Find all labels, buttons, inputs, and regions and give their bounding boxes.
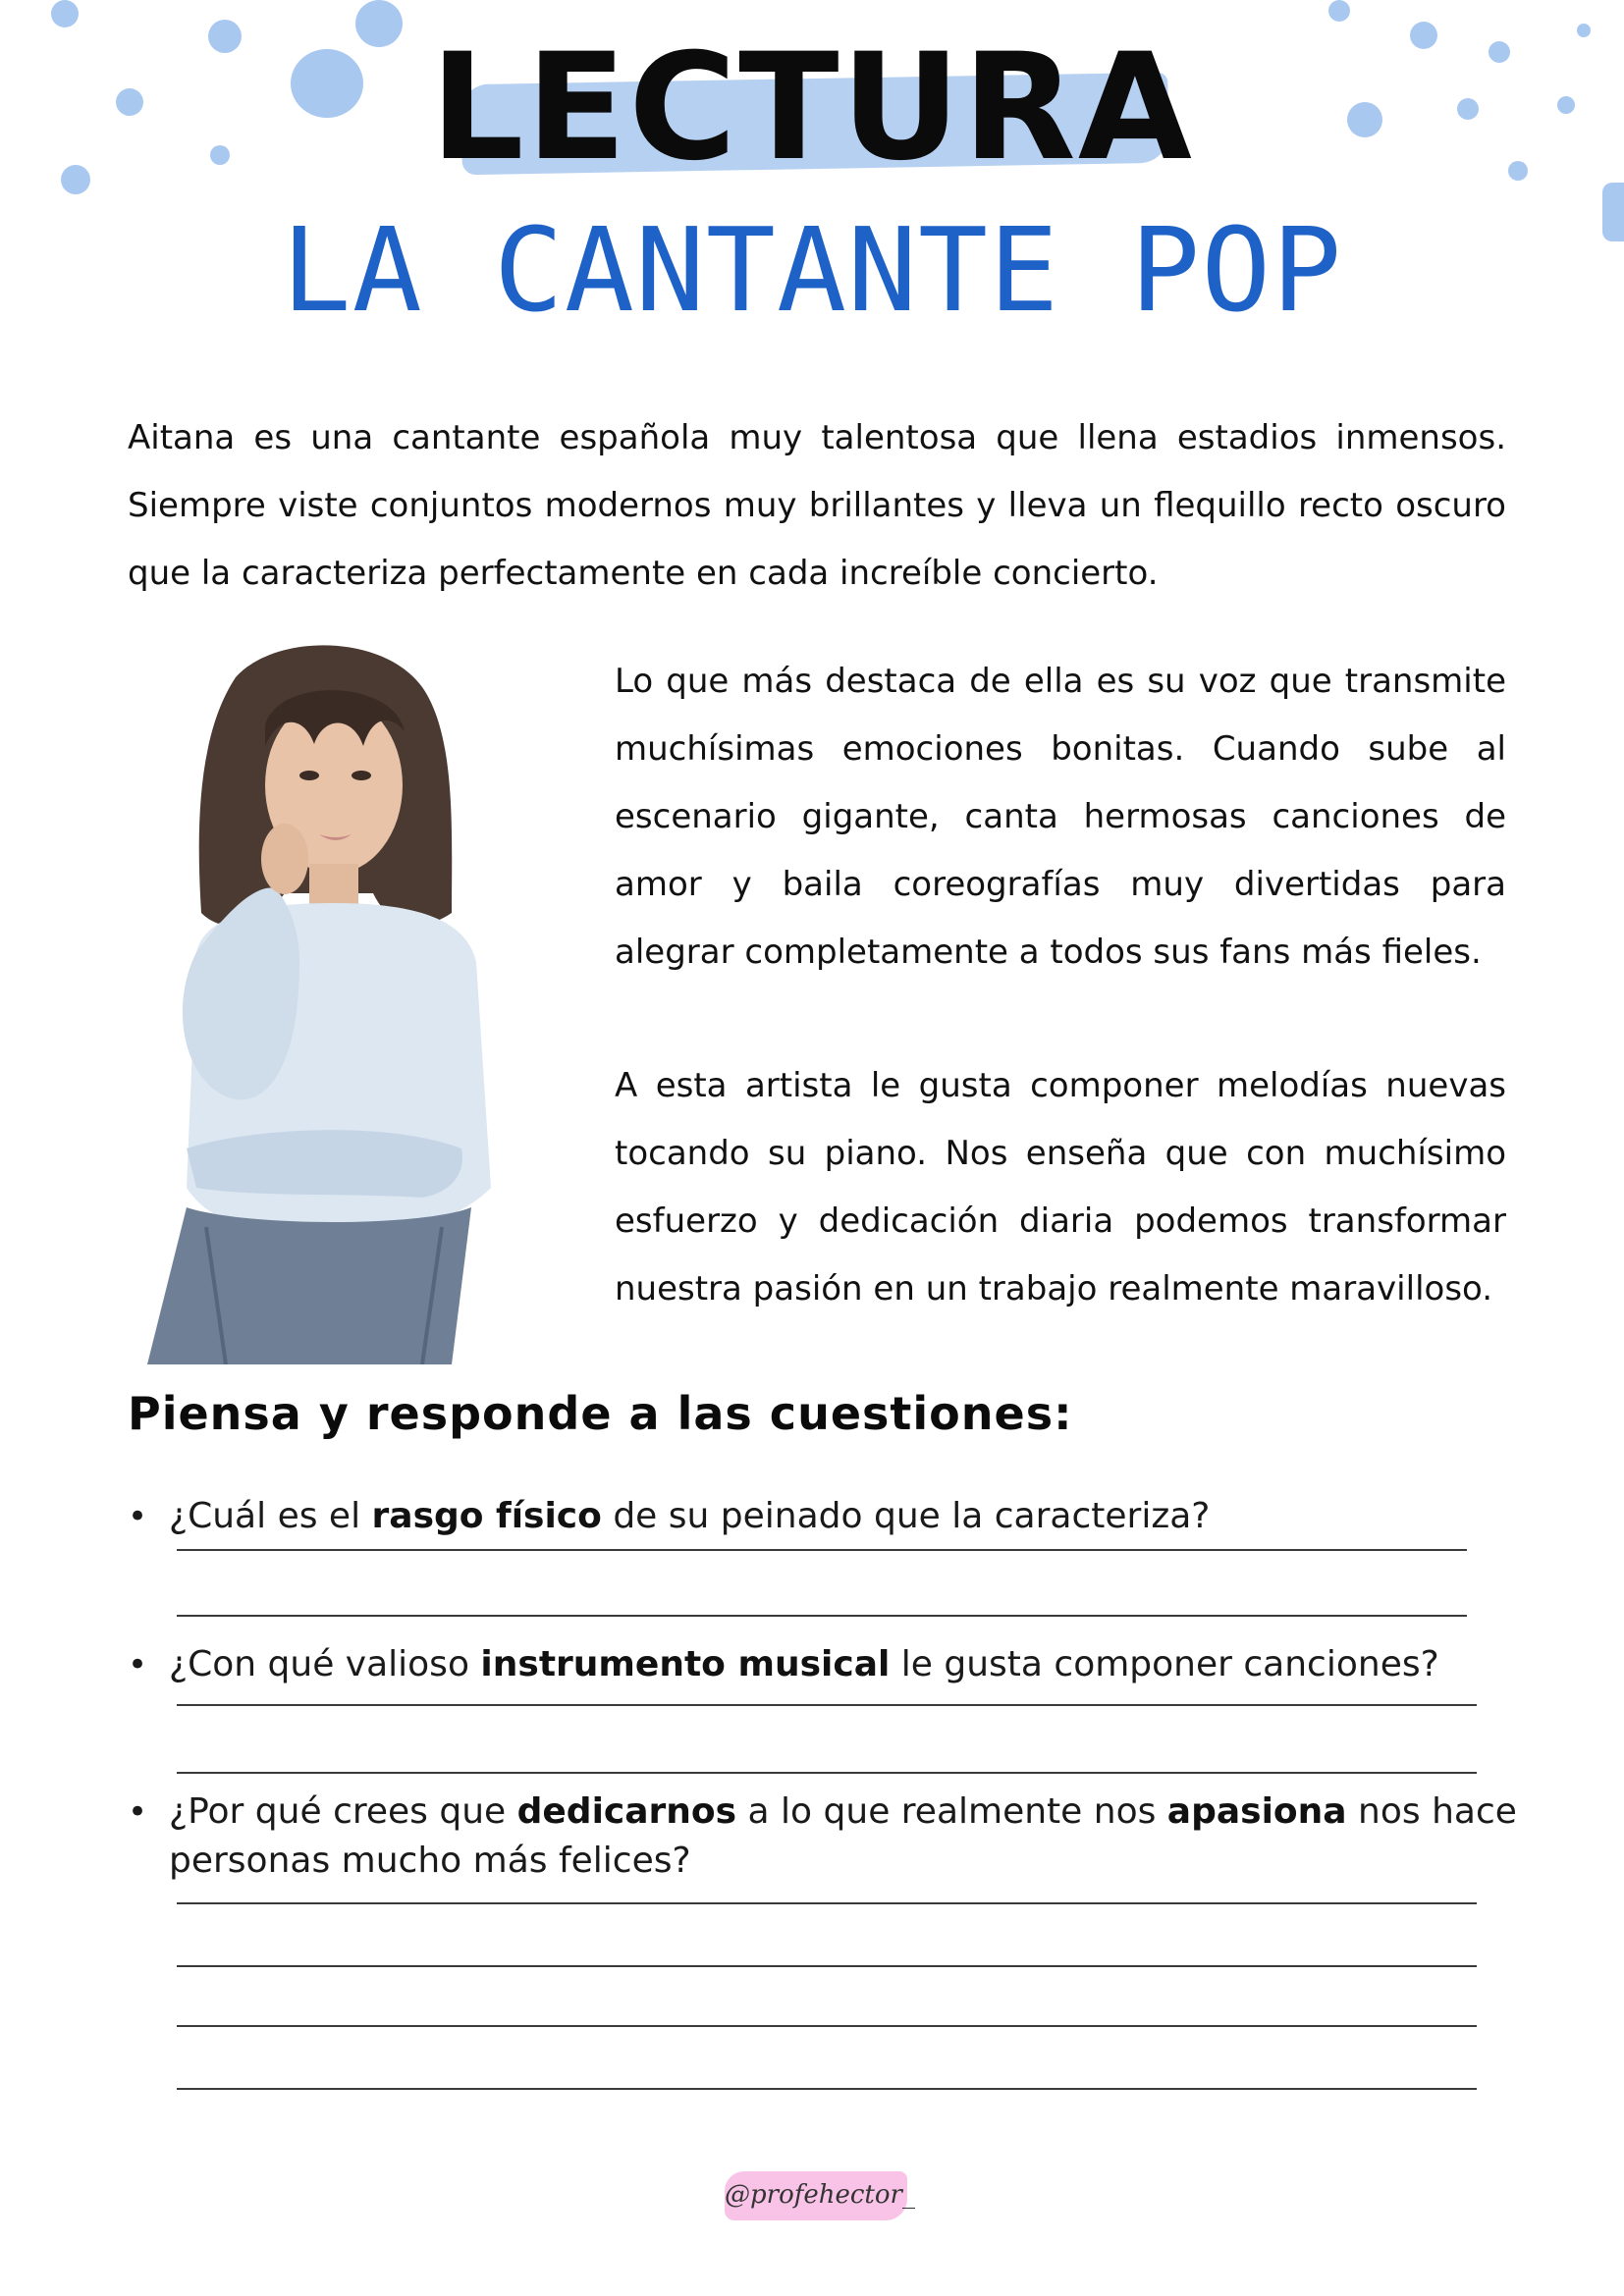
question-1 xyxy=(128,1492,1522,1541)
singer-photo xyxy=(128,638,540,1364)
dot xyxy=(1328,0,1350,22)
header xyxy=(0,23,1624,193)
reading-paragraph-2: Lo que más destaca de ella es su voz que transmite muchísimas emociones bonitas. Cuando sube al escenario gigante, canta hermosas canciones de amor y baila coreografías muy divertidas para alegrar completamente a todos sus fans más fieles. xyxy=(615,662,1506,972)
question-text: ¿Con qué valioso instrumento musical le gusta componer canciones? xyxy=(169,1644,1439,1684)
answer-line[interactable] xyxy=(177,2088,1477,2090)
answer-line[interactable] xyxy=(177,1704,1477,1706)
dot xyxy=(51,0,79,27)
bullet-icon: • xyxy=(128,1497,148,1536)
reading-paragraph-1: Aitana es una cantante española muy talentosa que llena estadios inmensos. Siempre viste conjuntos modernos muy brillantes y lleva un flequillo recto oscuro que la caracteriza perfectamente en cada increíble concierto. xyxy=(128,418,1506,593)
reading-paragraph-3: A esta artista le gusta componer melodías nuevas tocando su piano. Nos enseña que con muchísimo esfuerzo y dedicación diaria podemos transformar nuestra pasión en un trabajo realmente maravilloso. xyxy=(615,1066,1506,1308)
answer-line[interactable] xyxy=(177,1902,1477,1904)
answer-line[interactable] xyxy=(177,1549,1467,1551)
question-3 xyxy=(128,1788,1522,1886)
answer-line[interactable] xyxy=(177,1615,1467,1617)
question-text: ¿Cuál es el rasgo físico de su peinado que la caracteriza? xyxy=(169,1496,1211,1536)
answer-line[interactable] xyxy=(177,1772,1477,1774)
question-2 xyxy=(128,1640,1522,1689)
page-subtitle: LA CANTANTE POP xyxy=(281,202,1343,338)
answer-line[interactable] xyxy=(177,1965,1477,1967)
questions-title: Piensa y responde a las cuestiones: xyxy=(128,1387,1073,1440)
question-text: ¿Por qué crees que dedicarnos a lo que realmente nos apasiona nos hace personas mucho más felices? xyxy=(169,1791,1517,1881)
answer-line[interactable] xyxy=(177,2025,1477,2027)
bullet-icon: • xyxy=(128,1792,148,1832)
author-handle: @profehector_ xyxy=(725,2180,915,2210)
page-title: LECTURA xyxy=(430,23,1194,193)
bullet-icon: • xyxy=(128,1645,148,1684)
